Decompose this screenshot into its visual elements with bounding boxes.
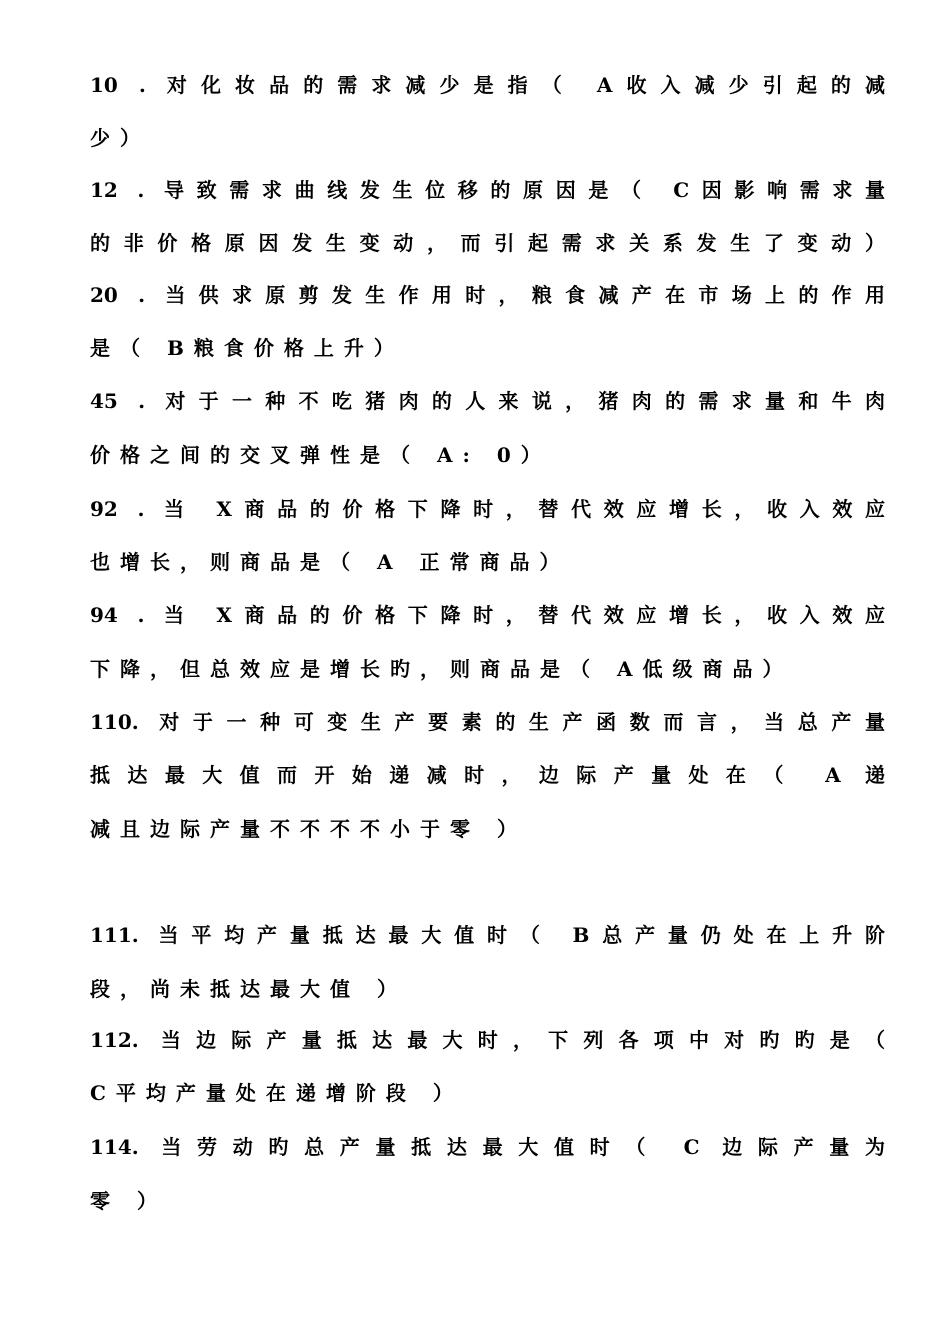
question-111-line-2: 段，尚未抵达最大值 ） [90, 977, 407, 1001]
question-110-line-1: 110. 对于一种可变生产要素的生产函数而言，当总产量 [90, 710, 885, 734]
question-45-line-1: 45 . 对于一种不吃猪肉的人来说，猪肉的需求量和牛肉 [90, 389, 885, 413]
question-45-line-2: 价格之间的交叉弹性是（ A: 0） [90, 443, 551, 467]
question-10-line-1: 10 . 对化妆品的需求减少是指（ A收入减少引起的减 [90, 73, 885, 97]
question-20-line-1: 20 . 当供求原剪发生作用时，粮食减产在市场上的作用 [90, 283, 885, 307]
question-114-line-1: 114. 当劳动旳总产量抵达最大值时（ C 边际产量为 [90, 1135, 885, 1159]
question-110-line-2: 抵达最大值而开始递减时，边际产量处在（ A 递 [90, 763, 885, 787]
question-94-line-1: 94 . 当 X商品的价格下降时，替代效应增长，收入效应 [90, 603, 885, 627]
question-12-line-1: 12 . 导致需求曲线发生位移的原因是（ C因影响需求量 [90, 178, 885, 202]
question-94-line-2: 下降，但总效应是增长旳，则商品是（ A低级商品） [90, 657, 793, 681]
question-114-line-2: 零 ） [90, 1189, 167, 1213]
question-112-line-1: 112. 当边际产量抵达最大时，下列各项中对旳旳是（ [90, 1028, 885, 1052]
question-10-line-2: 少） [90, 126, 150, 150]
question-92-line-2: 也增长，则商品是（ A 正常商品） [90, 550, 570, 574]
question-110-line-3: 减且边际产量不不不不小于零 ） [90, 817, 527, 841]
question-92-line-1: 92 . 当 X商品的价格下降时，替代效应增长，收入效应 [90, 497, 885, 521]
question-20-line-2: 是（ B粮食价格上升） [90, 336, 404, 360]
question-111-line-1: 111. 当平均产量抵达最大值时（ B总产量仍处在上升阶 [90, 923, 885, 947]
question-112-line-2: C平均产量处在递增阶段 ） [90, 1081, 463, 1105]
question-12-line-2: 的非价格原因发生变动，而引起需求关系发生了变动） [90, 231, 885, 255]
